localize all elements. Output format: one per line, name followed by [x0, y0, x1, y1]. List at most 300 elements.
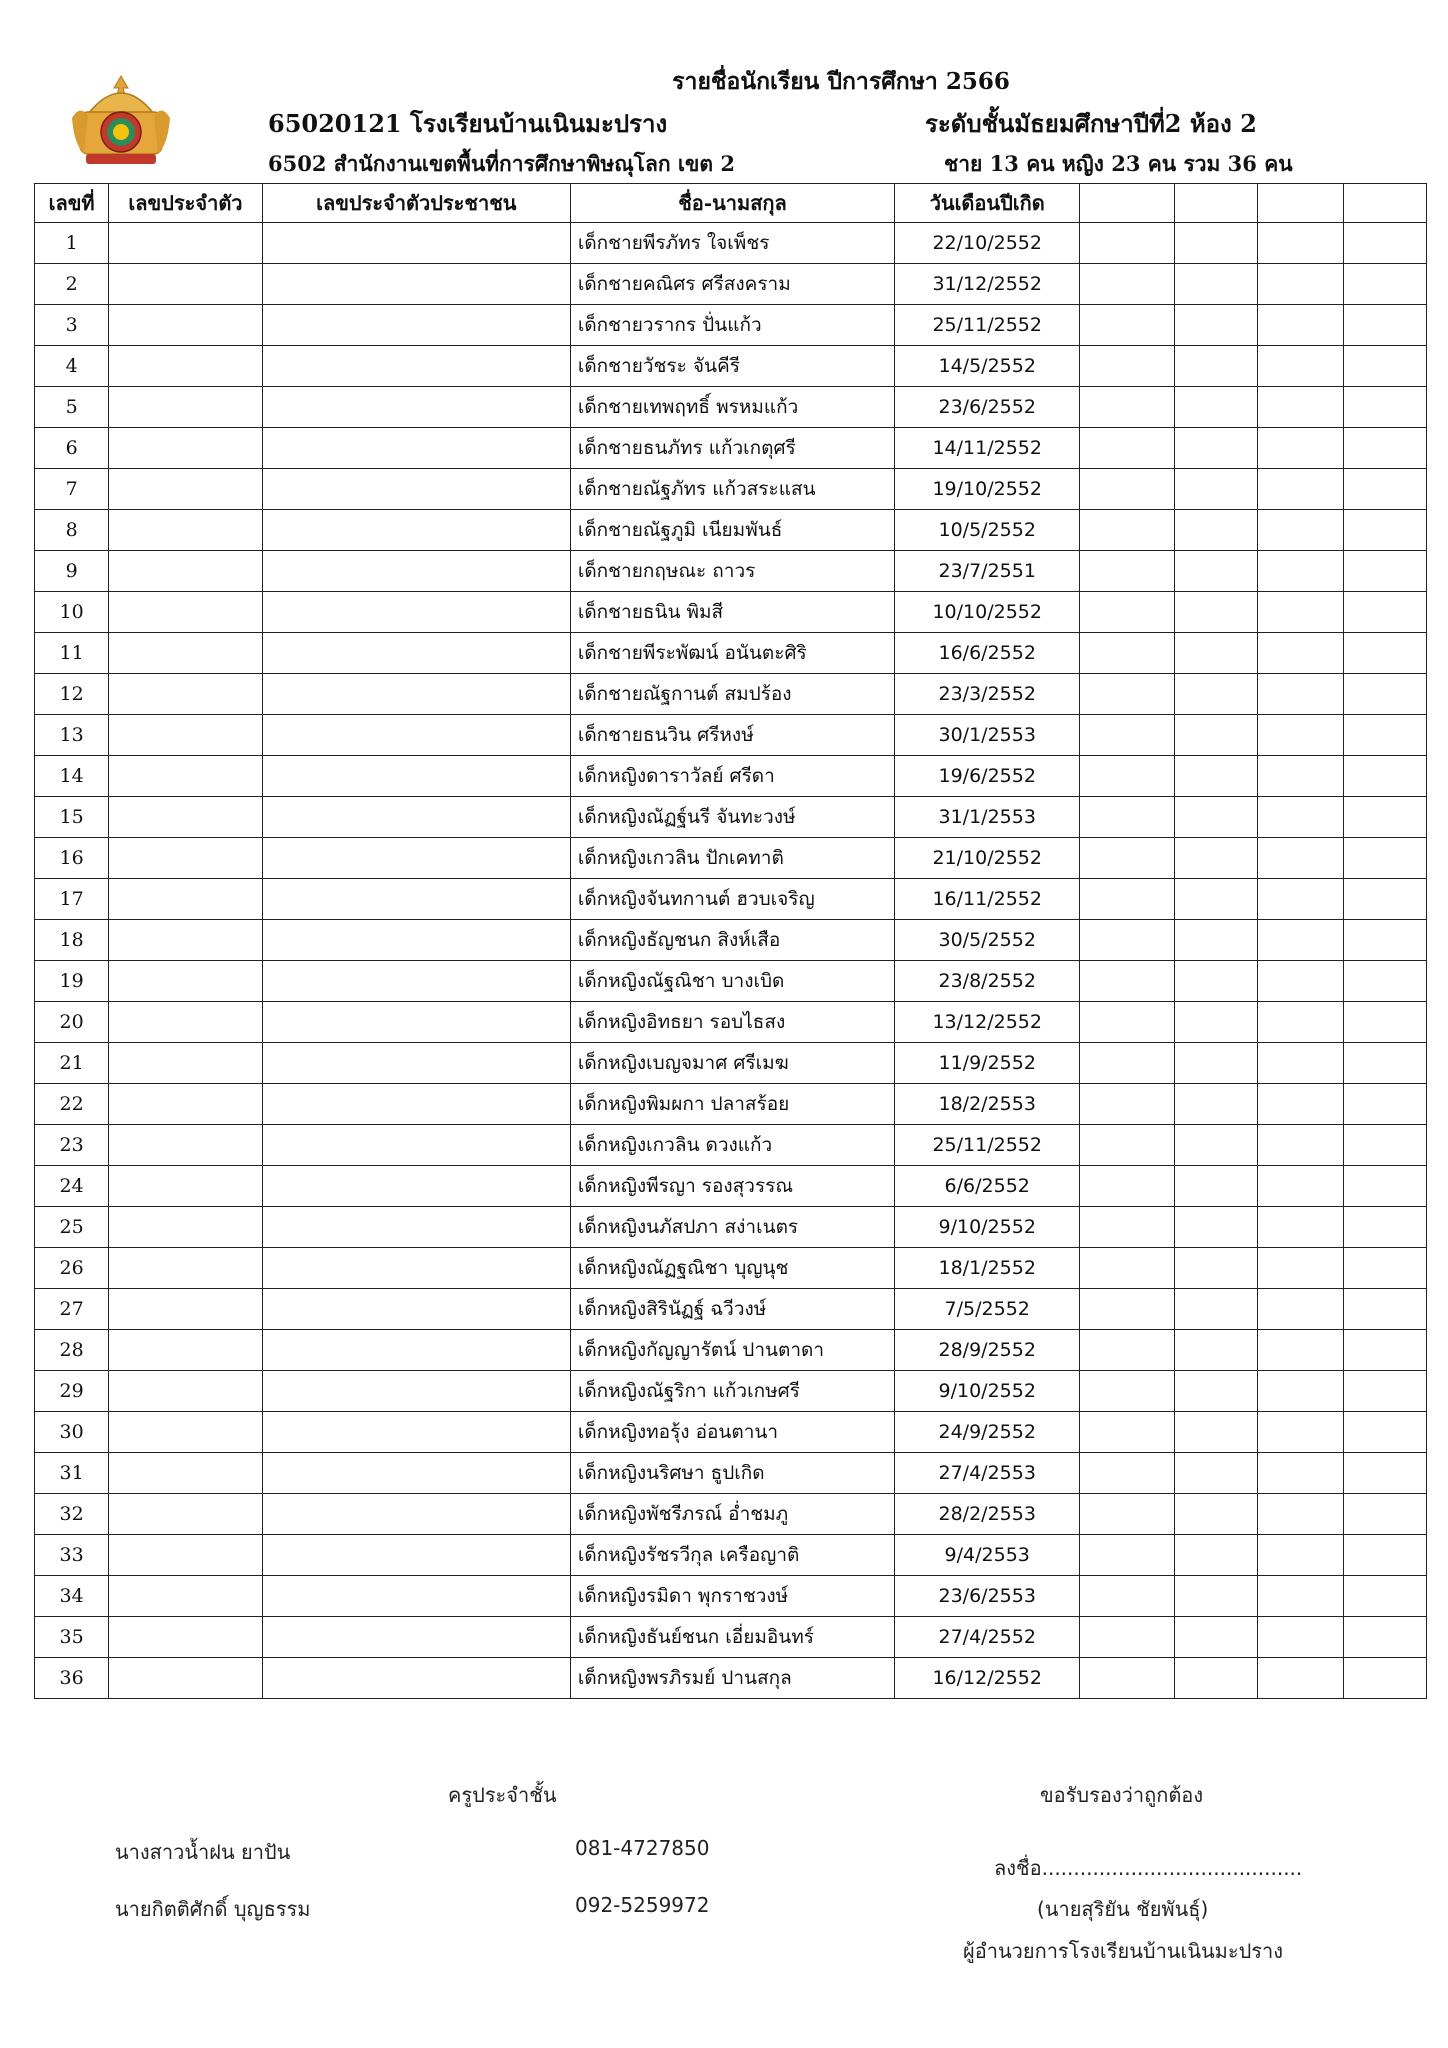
table-row: [35, 510, 1427, 551]
student-name-cell: เด็กหญิงนริศษา ธูปเกิด: [570, 1453, 894, 1494]
citizen-id-cell: [262, 469, 570, 510]
citizen-id-cell: [262, 1125, 570, 1166]
table-row: [35, 838, 1427, 879]
blank-cell: [1080, 1576, 1175, 1617]
row-number-cell: 22: [35, 1084, 109, 1125]
teacher-phone: 081-4727850: [575, 1836, 710, 1860]
student-id-cell: [109, 305, 263, 346]
blank-cell: [1343, 797, 1426, 838]
blank-cell: [1343, 879, 1426, 920]
table-row: [35, 1658, 1427, 1699]
blank-cell: [1258, 1371, 1343, 1412]
row-number-cell: 23: [35, 1125, 109, 1166]
student-name-cell: เด็กหญิงรัชรวีกุล เครือญาติ: [570, 1535, 894, 1576]
citizen-id-cell: [262, 1289, 570, 1330]
row-number-cell: 35: [35, 1617, 109, 1658]
citizen-id-cell: [262, 1617, 570, 1658]
student-id-cell: [109, 1289, 263, 1330]
blank-cell: [1080, 1248, 1175, 1289]
blank-cell: [1258, 1207, 1343, 1248]
blank-cell: [1258, 838, 1343, 879]
blank-cell: [1080, 756, 1175, 797]
blank-cell: [1258, 756, 1343, 797]
citizen-id-cell: [262, 1453, 570, 1494]
blank-cell: [1080, 1002, 1175, 1043]
birth-date-cell: 18/2/2553: [895, 1084, 1080, 1125]
blank-cell: [1258, 1453, 1343, 1494]
citizen-id-cell: [262, 1166, 570, 1207]
student-name-cell: เด็กหญิงสิรินัฏฐ์ ฉวีวงษ์: [570, 1289, 894, 1330]
blank-cell: [1080, 797, 1175, 838]
blank-cell: [1343, 346, 1426, 387]
blank-cell: [1343, 674, 1426, 715]
table-row: [35, 1043, 1427, 1084]
student-id-cell: [109, 633, 263, 674]
citizen-id-cell: [262, 1412, 570, 1453]
blank-cell: [1080, 674, 1175, 715]
blank-cell: [1174, 1535, 1257, 1576]
student-name-cell: เด็กหญิงณัฏฐ์นรี จันทะวงษ์: [570, 797, 894, 838]
director-title: ผู้อำนวยการโรงเรียนบ้านเนินมะปราง: [963, 1939, 1284, 1963]
student-name-cell: เด็กหญิงเบญจมาศ ศรีเมฆ: [570, 1043, 894, 1084]
blank-cell: [1080, 715, 1175, 756]
student-name-cell: เด็กชายพีรภัทร ใจเพ็ชร: [570, 223, 894, 264]
blank-cell: [1080, 1453, 1175, 1494]
student-id-cell: [109, 961, 263, 1002]
birth-date-cell: 10/10/2552: [895, 592, 1080, 633]
birth-date-cell: 28/9/2552: [895, 1330, 1080, 1371]
blank-cell: [1174, 920, 1257, 961]
birth-date-cell: 14/11/2552: [895, 428, 1080, 469]
blank-cell: [1080, 879, 1175, 920]
birth-date-cell: 25/11/2552: [895, 305, 1080, 346]
table-row: [35, 961, 1427, 1002]
student-id-cell: [109, 1166, 263, 1207]
citizen-id-cell: [262, 1330, 570, 1371]
row-number-cell: 16: [35, 838, 109, 879]
birth-date-cell: 9/4/2553: [895, 1535, 1080, 1576]
blank-cell: [1174, 1002, 1257, 1043]
row-number-cell: 7: [35, 469, 109, 510]
row-number-cell: 26: [35, 1248, 109, 1289]
student-count-summary: ชาย 13 คน หญิง 23 คน รวม 36 คน: [944, 151, 1293, 176]
table-row: [35, 1084, 1427, 1125]
student-name-cell: เด็กหญิงรมิดา พุกราชวงษ์: [570, 1576, 894, 1617]
birth-date-cell: 27/4/2552: [895, 1617, 1080, 1658]
blank-cell: [1343, 1535, 1426, 1576]
blank-cell: [1174, 551, 1257, 592]
student-id-cell: [109, 879, 263, 920]
birth-date-cell: 25/11/2552: [895, 1125, 1080, 1166]
student-id-cell: [109, 838, 263, 879]
citizen-id-cell: [262, 1494, 570, 1535]
blank-cell: [1343, 715, 1426, 756]
director-name: (นายสุริยัน ชัยพันธุ์): [1037, 1897, 1209, 1921]
education-office: 6502 สำนักงานเขตพื้นที่การศึกษาพิษณุโลก เขต 2: [268, 151, 735, 176]
student-name-cell: เด็กหญิงธัญชนก สิงห์เสือ: [570, 920, 894, 961]
citizen-id-cell: [262, 223, 570, 264]
blank-cell: [1174, 1494, 1257, 1535]
student-id-cell: [109, 674, 263, 715]
student-name-cell: เด็กหญิงจันทกานต์ ฮวบเจริญ: [570, 879, 894, 920]
citizen-id-cell: [262, 1371, 570, 1412]
student-id-cell: [109, 1453, 263, 1494]
homeroom-teacher-label: ครูประจำชั้น: [448, 1783, 557, 1807]
blank-cell: [1080, 1207, 1175, 1248]
student-id-cell: [109, 715, 263, 756]
blank-cell: [1080, 1289, 1175, 1330]
blank-cell: [1080, 387, 1175, 428]
student-name-cell: เด็กหญิงพัชรีภรณ์ อ่ำชมภู: [570, 1494, 894, 1535]
blank-cell: [1343, 1576, 1426, 1617]
birth-date-cell: 7/5/2552: [895, 1289, 1080, 1330]
blank-cell: [1174, 1371, 1257, 1412]
blank-cell: [1080, 838, 1175, 879]
citizen-id-cell: [262, 592, 570, 633]
blank-cell: [1080, 961, 1175, 1002]
citizen-id-cell: [262, 346, 570, 387]
table-row: [35, 1576, 1427, 1617]
student-id-cell: [109, 1084, 263, 1125]
blank-cell: [1080, 1371, 1175, 1412]
birth-date-cell: 28/2/2553: [895, 1494, 1080, 1535]
citizen-id-cell: [262, 1658, 570, 1699]
student-id-cell: [109, 264, 263, 305]
blank-cell: [1174, 1617, 1257, 1658]
table-row: [35, 756, 1427, 797]
blank-cell: [1080, 1166, 1175, 1207]
student-name-cell: เด็กหญิงณัฏฐณิชา บุญนุช: [570, 1248, 894, 1289]
blank-cell: [1343, 1658, 1426, 1699]
blank-cell: [1258, 264, 1343, 305]
blank-cell: [1174, 346, 1257, 387]
student-id-cell: [109, 223, 263, 264]
blank-cell: [1174, 1043, 1257, 1084]
blank-cell: [1174, 797, 1257, 838]
student-name-cell: เด็กชายธนวิน ศรีหงษ์: [570, 715, 894, 756]
blank-cell: [1258, 1084, 1343, 1125]
citizen-id-cell: [262, 920, 570, 961]
birth-date-cell: 18/1/2552: [895, 1248, 1080, 1289]
blank-cell: [1080, 428, 1175, 469]
blank-cell: [1258, 428, 1343, 469]
blank-cell: [1258, 1658, 1343, 1699]
blank-cell: [1174, 1248, 1257, 1289]
column-header-blank: [1080, 184, 1175, 223]
citizen-id-cell: [262, 1207, 570, 1248]
blank-cell: [1174, 510, 1257, 551]
table-row: [35, 920, 1427, 961]
row-number-cell: 33: [35, 1535, 109, 1576]
student-name-cell: เด็กชายวัชระ จันคีรี: [570, 346, 894, 387]
birth-date-cell: 24/9/2552: [895, 1412, 1080, 1453]
blank-cell: [1080, 1125, 1175, 1166]
table-row: [35, 797, 1427, 838]
student-id-cell: [109, 592, 263, 633]
student-id-cell: [109, 1248, 263, 1289]
table-header-row: [35, 184, 1427, 223]
student-name-cell: เด็กหญิงทอรุ้ง อ่อนตานา: [570, 1412, 894, 1453]
blank-cell: [1258, 920, 1343, 961]
student-name-cell: เด็กหญิงกัญญารัตน์ ปานตาดา: [570, 1330, 894, 1371]
student-name-cell: เด็กชายธนิน พิมสี: [570, 592, 894, 633]
blank-cell: [1343, 1617, 1426, 1658]
table-row: [35, 674, 1427, 715]
student-name-cell: เด็กชายคณิศร ศรีสงคราม: [570, 264, 894, 305]
row-number-cell: 36: [35, 1658, 109, 1699]
student-id-cell: [109, 469, 263, 510]
student-name-cell: เด็กชายวรากร ปั่นแก้ว: [570, 305, 894, 346]
table-row: [35, 1371, 1427, 1412]
blank-cell: [1343, 756, 1426, 797]
blank-cell: [1174, 1658, 1257, 1699]
citizen-id-cell: [262, 551, 570, 592]
student-name-cell: เด็กหญิงพรภิรมย์ ปานสกุล: [570, 1658, 894, 1699]
column-header-citizen-id: เลขประจำตัวประชาชน: [262, 184, 570, 223]
blank-cell: [1343, 510, 1426, 551]
blank-cell: [1343, 1207, 1426, 1248]
citizen-id-cell: [262, 1002, 570, 1043]
citizen-id-cell: [262, 1535, 570, 1576]
blank-cell: [1080, 1535, 1175, 1576]
birth-date-cell: 21/10/2552: [895, 838, 1080, 879]
student-name-cell: เด็กชายเทพฤทธิ์ พรหมแก้ว: [570, 387, 894, 428]
student-id-cell: [109, 1002, 263, 1043]
row-number-cell: 29: [35, 1371, 109, 1412]
blank-cell: [1258, 387, 1343, 428]
student-id-cell: [109, 1330, 263, 1371]
row-number-cell: 14: [35, 756, 109, 797]
student-id-cell: [109, 1043, 263, 1084]
citizen-id-cell: [262, 1084, 570, 1125]
row-number-cell: 8: [35, 510, 109, 551]
birth-date-cell: 22/10/2552: [895, 223, 1080, 264]
student-id-cell: [109, 1494, 263, 1535]
row-number-cell: 10: [35, 592, 109, 633]
student-name-cell: เด็กชายพีระพัฒน์ อนันตะศิริ: [570, 633, 894, 674]
blank-cell: [1174, 1125, 1257, 1166]
table-row: [35, 469, 1427, 510]
table-row: [35, 1453, 1427, 1494]
birth-date-cell: 16/12/2552: [895, 1658, 1080, 1699]
citizen-id-cell: [262, 428, 570, 469]
blank-cell: [1343, 551, 1426, 592]
blank-cell: [1258, 1125, 1343, 1166]
blank-cell: [1343, 592, 1426, 633]
student-name-cell: เด็กชายกฤษณะ ถาวร: [570, 551, 894, 592]
column-header-number: เลขที่: [35, 184, 109, 223]
blank-cell: [1174, 961, 1257, 1002]
blank-cell: [1174, 264, 1257, 305]
blank-cell: [1174, 715, 1257, 756]
table-row: [35, 223, 1427, 264]
table-row: [35, 551, 1427, 592]
citizen-id-cell: [262, 797, 570, 838]
blank-cell: [1258, 1289, 1343, 1330]
birth-date-cell: 14/5/2552: [895, 346, 1080, 387]
student-id-cell: [109, 428, 263, 469]
column-header-blank: [1258, 184, 1343, 223]
student-id-cell: [109, 1371, 263, 1412]
blank-cell: [1258, 1043, 1343, 1084]
blank-cell: [1258, 961, 1343, 1002]
table-row: [35, 1248, 1427, 1289]
citizen-id-cell: [262, 264, 570, 305]
row-number-cell: 24: [35, 1166, 109, 1207]
blank-cell: [1174, 756, 1257, 797]
table-row: [35, 264, 1427, 305]
student-id-cell: [109, 1576, 263, 1617]
blank-cell: [1080, 1084, 1175, 1125]
table-row: [35, 879, 1427, 920]
table-row: [35, 346, 1427, 387]
student-name-cell: เด็กหญิงณัฐริกา แก้วเกษศรี: [570, 1371, 894, 1412]
student-name-cell: เด็กหญิงเกวลิน ปักเคทาติ: [570, 838, 894, 879]
blank-cell: [1174, 387, 1257, 428]
student-name-cell: เด็กหญิงนภัสปภา สง่าเนตร: [570, 1207, 894, 1248]
student-roster-table: [34, 183, 1427, 1699]
birth-date-cell: 30/5/2552: [895, 920, 1080, 961]
birth-date-cell: 9/10/2552: [895, 1371, 1080, 1412]
row-number-cell: 21: [35, 1043, 109, 1084]
student-id-cell: [109, 756, 263, 797]
blank-cell: [1080, 223, 1175, 264]
blank-cell: [1174, 223, 1257, 264]
student-id-cell: [109, 551, 263, 592]
blank-cell: [1343, 1002, 1426, 1043]
blank-cell: [1343, 1494, 1426, 1535]
blank-cell: [1343, 1125, 1426, 1166]
blank-cell: [1080, 1412, 1175, 1453]
blank-cell: [1343, 264, 1426, 305]
student-name-cell: เด็กชายณัฐกานต์ สมปร้อง: [570, 674, 894, 715]
blank-cell: [1080, 920, 1175, 961]
blank-cell: [1343, 469, 1426, 510]
roster-body: [35, 223, 1427, 1699]
student-name-cell: เด็กชายณัฐภูมิ เนียมพันธ์: [570, 510, 894, 551]
table-row: [35, 1494, 1427, 1535]
blank-cell: [1174, 1207, 1257, 1248]
blank-cell: [1258, 1002, 1343, 1043]
student-id-cell: [109, 1658, 263, 1699]
blank-cell: [1174, 428, 1257, 469]
blank-cell: [1343, 1084, 1426, 1125]
blank-cell: [1258, 551, 1343, 592]
blank-cell: [1258, 592, 1343, 633]
column-header-full-name: ชื่อ-นามสกุล: [570, 184, 894, 223]
birth-date-cell: 10/5/2552: [895, 510, 1080, 551]
row-number-cell: 18: [35, 920, 109, 961]
teacher-name: นายกิตติศักดิ์ บุญธรรม: [115, 1897, 311, 1921]
table-row: [35, 1166, 1427, 1207]
citizen-id-cell: [262, 961, 570, 1002]
row-number-cell: 20: [35, 1002, 109, 1043]
student-name-cell: เด็กหญิงอิทธยา รอบไธสง: [570, 1002, 894, 1043]
birth-date-cell: 31/1/2553: [895, 797, 1080, 838]
table-row: [35, 387, 1427, 428]
row-number-cell: 15: [35, 797, 109, 838]
blank-cell: [1343, 1330, 1426, 1371]
student-name-cell: เด็กหญิงพีรญา รองสุวรรณ: [570, 1166, 894, 1207]
blank-cell: [1258, 715, 1343, 756]
row-number-cell: 11: [35, 633, 109, 674]
citizen-id-cell: [262, 756, 570, 797]
blank-cell: [1174, 1453, 1257, 1494]
blank-cell: [1258, 1617, 1343, 1658]
blank-cell: [1343, 428, 1426, 469]
table-row: [35, 1412, 1427, 1453]
birth-date-cell: 16/6/2552: [895, 633, 1080, 674]
birth-date-cell: 9/10/2552: [895, 1207, 1080, 1248]
table-row: [35, 633, 1427, 674]
blank-cell: [1080, 469, 1175, 510]
blank-cell: [1343, 1289, 1426, 1330]
blank-cell: [1080, 551, 1175, 592]
row-number-cell: 6: [35, 428, 109, 469]
blank-cell: [1343, 1371, 1426, 1412]
student-id-cell: [109, 1125, 263, 1166]
birth-date-cell: 11/9/2552: [895, 1043, 1080, 1084]
blank-cell: [1174, 1084, 1257, 1125]
blank-cell: [1343, 223, 1426, 264]
student-id-cell: [109, 510, 263, 551]
birth-date-cell: 23/8/2552: [895, 961, 1080, 1002]
row-number-cell: 19: [35, 961, 109, 1002]
row-number-cell: 17: [35, 879, 109, 920]
row-number-cell: 28: [35, 1330, 109, 1371]
blank-cell: [1174, 1330, 1257, 1371]
blank-cell: [1343, 1166, 1426, 1207]
blank-cell: [1258, 633, 1343, 674]
birth-date-cell: 23/3/2552: [895, 674, 1080, 715]
row-number-cell: 30: [35, 1412, 109, 1453]
table-row: [35, 715, 1427, 756]
column-header-blank: [1174, 184, 1257, 223]
blank-cell: [1174, 469, 1257, 510]
blank-cell: [1080, 1658, 1175, 1699]
student-name-cell: เด็กหญิงเกวลิน ดวงแก้ว: [570, 1125, 894, 1166]
student-id-cell: [109, 1535, 263, 1576]
birth-date-cell: 23/7/2551: [895, 551, 1080, 592]
blank-cell: [1080, 305, 1175, 346]
table-row: [35, 1207, 1427, 1248]
blank-cell: [1343, 305, 1426, 346]
column-header-birth-date: วันเดือนปีเกิด: [895, 184, 1080, 223]
row-number-cell: 25: [35, 1207, 109, 1248]
birth-date-cell: 19/10/2552: [895, 469, 1080, 510]
blank-cell: [1258, 510, 1343, 551]
citizen-id-cell: [262, 387, 570, 428]
student-name-cell: เด็กหญิงพิมผกา ปลาสร้อย: [570, 1084, 894, 1125]
blank-cell: [1174, 1289, 1257, 1330]
birth-date-cell: 31/12/2552: [895, 264, 1080, 305]
row-number-cell: 3: [35, 305, 109, 346]
blank-cell: [1080, 346, 1175, 387]
blank-cell: [1258, 1166, 1343, 1207]
student-name-cell: เด็กชายณัฐภัทร แก้วสระแสน: [570, 469, 894, 510]
blank-cell: [1080, 1043, 1175, 1084]
birth-date-cell: 6/6/2552: [895, 1166, 1080, 1207]
blank-cell: [1258, 1494, 1343, 1535]
blank-cell: [1258, 1535, 1343, 1576]
blank-cell: [1174, 879, 1257, 920]
blank-cell: [1258, 469, 1343, 510]
blank-cell: [1174, 592, 1257, 633]
blank-cell: [1258, 1412, 1343, 1453]
row-number-cell: 12: [35, 674, 109, 715]
blank-cell: [1174, 633, 1257, 674]
blank-cell: [1343, 1453, 1426, 1494]
